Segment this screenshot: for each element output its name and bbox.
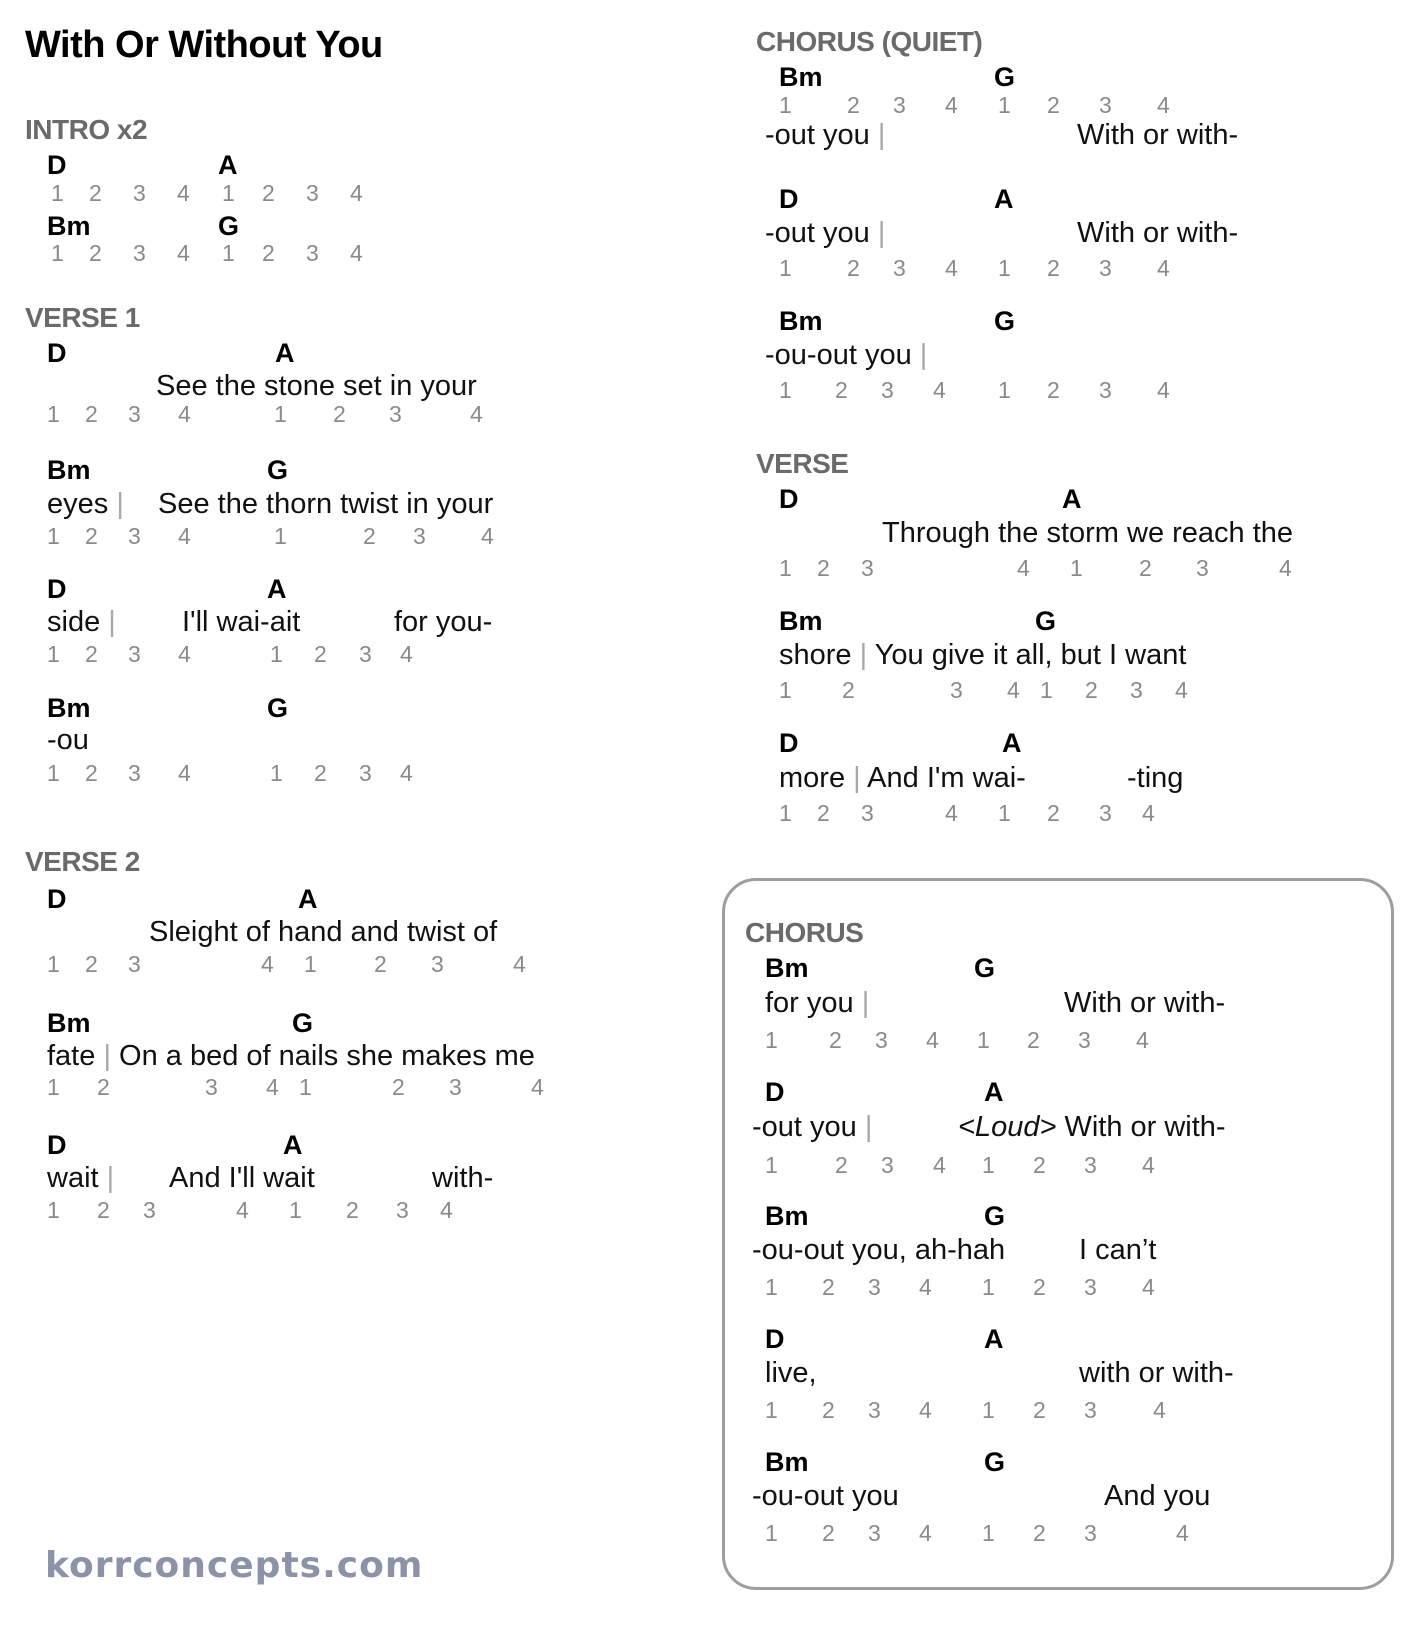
lyric-line: -ou-out you | (765, 339, 928, 371)
website-watermark: korrconcepts.com (45, 1545, 424, 1586)
beat-count: 3 (1099, 800, 1112, 826)
beat-count: 4 (1176, 1520, 1189, 1546)
beat-count: 1 (274, 401, 287, 427)
beat-count: 3 (128, 951, 141, 977)
beat-count: 1 (270, 641, 283, 667)
beat-count: 1 (304, 951, 317, 977)
beat-count: 4 (178, 401, 191, 427)
lyric-line: -out you | (752, 1111, 873, 1143)
chord: D (779, 184, 799, 214)
lyric: See the thorn twist in your (158, 488, 494, 520)
beat-count: 3 (128, 641, 141, 667)
beat-count: 3 (413, 523, 426, 549)
lyric: with or with- (1079, 1357, 1234, 1389)
beat-count: 3 (1084, 1152, 1097, 1178)
beat-count: 1 (982, 1274, 995, 1300)
beat-count: 1 (998, 92, 1011, 118)
beat-count: 1 (779, 800, 792, 826)
song-title: With Or Without You (25, 24, 383, 66)
beat-count: 4 (261, 951, 274, 977)
beat-count: 3 (1130, 677, 1143, 703)
beat-count: 4 (1136, 1027, 1149, 1053)
beat-count: 1 (982, 1397, 995, 1423)
section-heading-verse: VERSE (756, 448, 849, 479)
section-heading-chorus-quiet: CHORUS (QUIET) (756, 26, 983, 57)
beat-count: 4 (1142, 800, 1155, 826)
beat-count: 4 (1157, 255, 1170, 281)
lyric: live, (765, 1357, 817, 1389)
beat-count: 1 (779, 555, 792, 581)
beat-count: 4 (1153, 1397, 1166, 1423)
beat-count: 4 (531, 1074, 544, 1100)
beat-count: 1 (47, 760, 60, 786)
chord: G (267, 455, 289, 485)
lyric-line: eyes | (47, 488, 124, 520)
chord: Bm (779, 62, 823, 92)
beat-count: 3 (881, 377, 894, 403)
beat-count: 1 (289, 1197, 302, 1223)
beat-count: 2 (89, 240, 102, 266)
beat-count: 1 (998, 255, 1011, 281)
beat-count: 3 (1084, 1397, 1097, 1423)
beat-count: 3 (359, 641, 372, 667)
beat-count: 1 (47, 1197, 60, 1223)
chord: D (765, 1324, 785, 1354)
lyric: -ting (1127, 762, 1184, 794)
beat-count: 2 (85, 760, 98, 786)
beat-count: 2 (1027, 1027, 1040, 1053)
lyric: With or with- (1064, 987, 1226, 1019)
beat-count: 1 (765, 1152, 778, 1178)
lyric: And I'll wait (169, 1162, 315, 1194)
beat-count: 4 (1017, 555, 1030, 581)
beat-count: 4 (945, 255, 958, 281)
beat-count: 4 (1175, 677, 1188, 703)
beat-count: 3 (133, 240, 146, 266)
chord: Bm (47, 1008, 91, 1038)
beat-count: 2 (85, 641, 98, 667)
beat-count: 2 (262, 180, 275, 206)
chord: D (47, 574, 67, 604)
lyric: -ou-out you (752, 1480, 899, 1512)
beat-count: 1 (299, 1074, 312, 1100)
beat-count: 1 (779, 677, 792, 703)
beat-count: 4 (481, 523, 494, 549)
chord: A (1062, 484, 1082, 514)
beat-count: 1 (47, 401, 60, 427)
beat-count: 4 (178, 641, 191, 667)
chord: Bm (47, 455, 91, 485)
lyric: With or with- (1077, 119, 1239, 151)
beat-count: 3 (1084, 1520, 1097, 1546)
beat-count: 2 (1085, 677, 1098, 703)
beat-count: 1 (1040, 677, 1053, 703)
beat-count: 1 (779, 92, 792, 118)
chord: A (283, 1130, 303, 1160)
beat-count: 2 (1047, 800, 1060, 826)
beat-count: 2 (847, 255, 860, 281)
beat-count: 2 (374, 951, 387, 977)
lyric-line: more | And I'm wai- (779, 762, 1026, 794)
beat-count: 2 (392, 1074, 405, 1100)
beat-count: 3 (868, 1520, 881, 1546)
beat-count: 2 (829, 1027, 842, 1053)
beat-count: 1 (47, 951, 60, 977)
lyric-line: fate | On a bed of nails she makes me (47, 1040, 535, 1072)
chord: Bm (765, 1447, 809, 1477)
lyric: Sleight of hand and twist of (149, 916, 498, 948)
chord: A (984, 1324, 1004, 1354)
beat-count: 3 (389, 401, 402, 427)
beat-count: 4 (236, 1197, 249, 1223)
beat-count: 4 (350, 240, 363, 266)
beat-count: 2 (847, 92, 860, 118)
chord: G (292, 1008, 314, 1038)
lyric: -ou-out you, ah-hah (752, 1234, 1006, 1266)
beat-count: 1 (998, 377, 1011, 403)
chord: Bm (779, 606, 823, 636)
beat-count: 1 (765, 1397, 778, 1423)
beat-count: 3 (396, 1197, 409, 1223)
beat-count: 3 (861, 800, 874, 826)
beat-count: 1 (998, 800, 1011, 826)
beat-count: 4 (945, 92, 958, 118)
chord: Bm (47, 211, 91, 241)
beat-count: 2 (333, 401, 346, 427)
beat-count: 3 (133, 180, 146, 206)
beat-count: 2 (314, 641, 327, 667)
beat-count: 4 (470, 401, 483, 427)
beat-count: 2 (1047, 92, 1060, 118)
lyric: for you- (394, 606, 493, 638)
lyric: with- (432, 1162, 494, 1194)
beat-count: 4 (1279, 555, 1292, 581)
beat-count: 1 (270, 760, 283, 786)
beat-count: 4 (926, 1027, 939, 1053)
beat-count: 2 (314, 760, 327, 786)
section-heading-chorus: CHORUS (745, 917, 864, 948)
beat-count: 1 (47, 523, 60, 549)
chord: D (779, 728, 799, 758)
beat-count: 2 (346, 1197, 359, 1223)
beat-count: 1 (51, 180, 64, 206)
beat-count: 2 (89, 180, 102, 206)
beat-count: 4 (1157, 377, 1170, 403)
beat-count: 3 (449, 1074, 462, 1100)
chord: A (994, 184, 1014, 214)
beat-count: 2 (1139, 555, 1152, 581)
beat-count: 4 (933, 377, 946, 403)
chord: G (1035, 606, 1057, 636)
beat-count: 1 (982, 1520, 995, 1546)
chord: A (267, 574, 287, 604)
beat-count: 1 (765, 1027, 778, 1053)
chord: Bm (765, 1201, 809, 1231)
chord: D (47, 150, 67, 180)
lyric-line: -out you | (765, 217, 886, 249)
beat-count: 2 (842, 677, 855, 703)
beat-count: 4 (933, 1152, 946, 1178)
beat-count: 4 (1157, 92, 1170, 118)
chord: G (218, 211, 240, 241)
beat-count: 1 (977, 1027, 990, 1053)
chord: G (994, 62, 1016, 92)
beat-count: 2 (363, 523, 376, 549)
beat-count: 4 (919, 1520, 932, 1546)
beat-count: 2 (835, 1152, 848, 1178)
lyric: -ou (47, 724, 89, 756)
chord: Bm (779, 306, 823, 336)
lyric-line: for you | (765, 987, 870, 1019)
beat-count: 2 (1033, 1397, 1046, 1423)
beat-count: 2 (85, 523, 98, 549)
beat-count: 3 (893, 255, 906, 281)
beat-count: 1 (274, 523, 287, 549)
beat-count: 2 (1047, 255, 1060, 281)
beat-count: 2 (1033, 1274, 1046, 1300)
beat-count: 2 (1033, 1520, 1046, 1546)
beat-count: 3 (143, 1197, 156, 1223)
beat-count: 4 (350, 180, 363, 206)
chord: G (267, 693, 289, 723)
beat-count: 1 (47, 1074, 60, 1100)
beat-count: 2 (817, 800, 830, 826)
lyric: I'll wai-ait (182, 606, 301, 638)
chord: G (974, 953, 996, 983)
chord: D (47, 338, 67, 368)
beat-count: 2 (85, 401, 98, 427)
beat-count: 2 (97, 1197, 110, 1223)
beat-count: 3 (1099, 92, 1112, 118)
beat-count: 1 (779, 255, 792, 281)
beat-count: 1 (222, 240, 235, 266)
lyric: And you (1104, 1480, 1211, 1512)
beat-count: 3 (1099, 255, 1112, 281)
chord: G (994, 306, 1016, 336)
beat-count: 4 (440, 1197, 453, 1223)
chord: Bm (47, 693, 91, 723)
beat-count: 2 (85, 951, 98, 977)
beat-count: 3 (128, 760, 141, 786)
beat-count: 4 (400, 760, 413, 786)
section-heading-verse-1: VERSE 1 (25, 302, 140, 333)
beat-count: 1 (1070, 555, 1083, 581)
beat-count: 2 (822, 1274, 835, 1300)
chord: D (765, 1077, 785, 1107)
beat-count: 3 (359, 760, 372, 786)
beat-count: 3 (868, 1397, 881, 1423)
lyric-line: side | (47, 606, 116, 638)
lyric-line: shore | You give it all, but I want (779, 639, 1187, 671)
beat-count: 4 (513, 951, 526, 977)
lyric-line: <Loud> With or with- (958, 1111, 1226, 1143)
beat-count: 2 (1033, 1152, 1046, 1178)
beat-count: 3 (128, 523, 141, 549)
beat-count: 4 (177, 240, 190, 266)
beat-count: 3 (1084, 1274, 1097, 1300)
beat-count: 3 (868, 1274, 881, 1300)
beat-count: 1 (47, 641, 60, 667)
beat-count: 1 (51, 240, 64, 266)
chord: Bm (765, 953, 809, 983)
beat-count: 3 (881, 1152, 894, 1178)
lyric-line: -out you | (765, 119, 886, 151)
beat-count: 4 (1007, 677, 1020, 703)
beat-count: 4 (178, 523, 191, 549)
beat-count: 4 (400, 641, 413, 667)
beat-count: 4 (945, 800, 958, 826)
beat-count: 3 (861, 555, 874, 581)
chord: G (984, 1201, 1006, 1231)
chord: A (275, 338, 295, 368)
chord: A (984, 1077, 1004, 1107)
chord: A (298, 884, 318, 914)
beat-count: 2 (835, 377, 848, 403)
beat-count: 2 (262, 240, 275, 266)
chord: A (218, 150, 238, 180)
chord: D (47, 1130, 67, 1160)
section-heading-intro: INTRO x2 (25, 114, 148, 145)
beat-count: 2 (817, 555, 830, 581)
beat-count: 3 (205, 1074, 218, 1100)
beat-count: 2 (1047, 377, 1060, 403)
beat-count: 4 (1142, 1274, 1155, 1300)
lyric-line: wait | (47, 1162, 115, 1194)
chord: A (1002, 728, 1022, 758)
beat-count: 3 (306, 240, 319, 266)
lyric: I can’t (1079, 1234, 1157, 1266)
beat-count: 3 (431, 951, 444, 977)
beat-count: 1 (222, 180, 235, 206)
lyric: With or with- (1077, 217, 1239, 249)
beat-count: 2 (822, 1520, 835, 1546)
beat-count: 4 (919, 1397, 932, 1423)
beat-count: 4 (266, 1074, 279, 1100)
beat-count: 4 (919, 1274, 932, 1300)
beat-count: 3 (1196, 555, 1209, 581)
section-heading-verse-2: VERSE 2 (25, 846, 140, 877)
beat-count: 1 (982, 1152, 995, 1178)
beat-count: 3 (1078, 1027, 1091, 1053)
chord: D (47, 884, 67, 914)
beat-count: 3 (950, 677, 963, 703)
chord: D (779, 484, 799, 514)
beat-count: 2 (97, 1074, 110, 1100)
beat-count: 1 (765, 1274, 778, 1300)
beat-count: 4 (178, 760, 191, 786)
beat-count: 3 (1099, 377, 1112, 403)
beat-count: 1 (765, 1520, 778, 1546)
beat-count: 3 (306, 180, 319, 206)
beat-count: 4 (177, 180, 190, 206)
beat-count: 1 (779, 377, 792, 403)
chord: G (984, 1447, 1006, 1477)
lyric: See the stone set in your (156, 370, 477, 402)
beat-count: 2 (822, 1397, 835, 1423)
beat-count: 3 (128, 401, 141, 427)
beat-count: 3 (875, 1027, 888, 1053)
beat-count: 4 (1142, 1152, 1155, 1178)
beat-count: 3 (893, 92, 906, 118)
lyric: Through the storm we reach the (882, 517, 1294, 549)
